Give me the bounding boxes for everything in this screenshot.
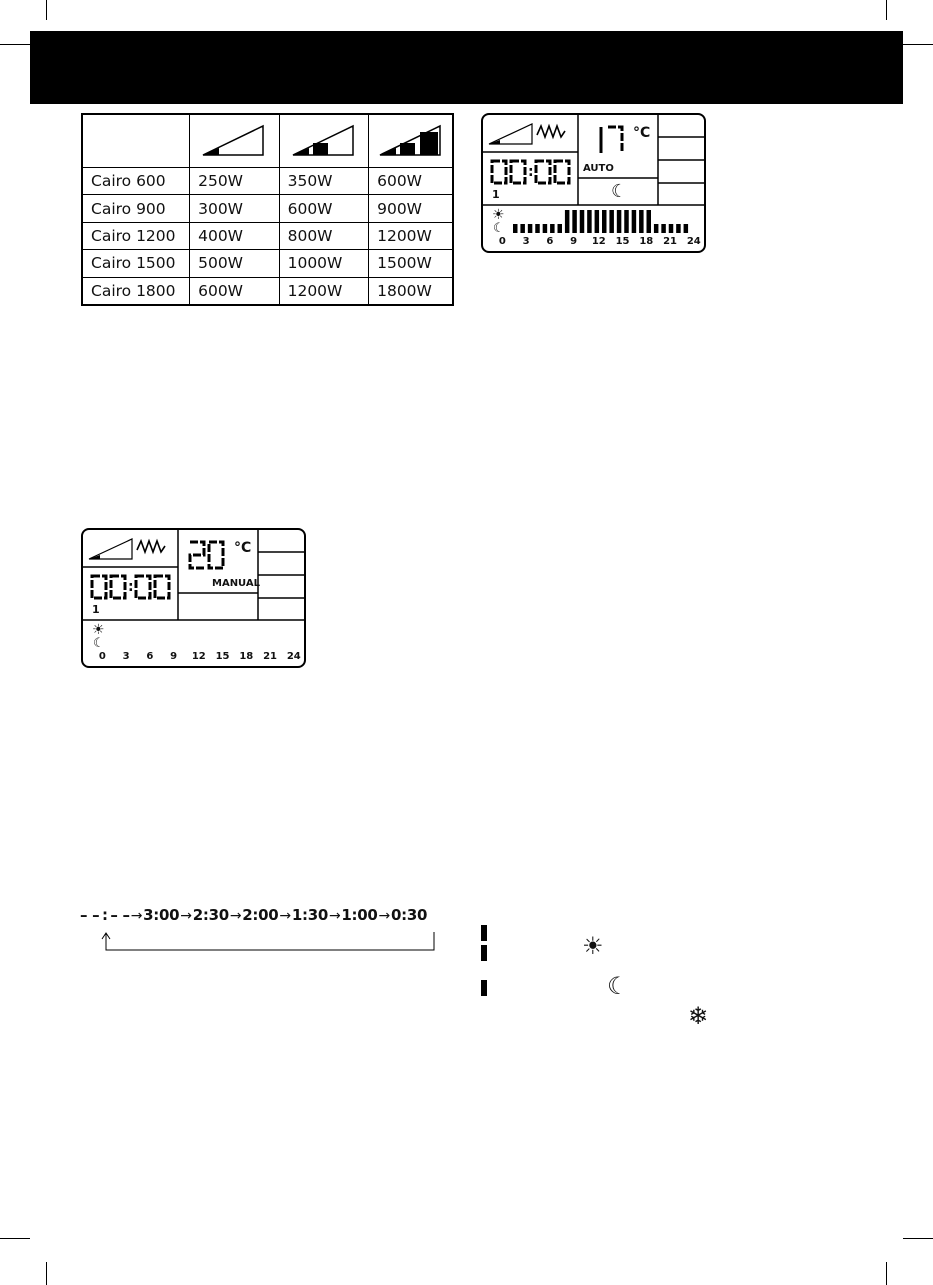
power-cell: 900W (369, 195, 453, 222)
power-table-header (82, 114, 453, 168)
hour-label: 6 (546, 236, 554, 247)
moon-icon: ☾ (493, 221, 505, 236)
day-number: 1 (492, 188, 500, 201)
eco-bar (513, 224, 518, 233)
heating-icon (137, 541, 165, 552)
temperature-unit: °C (234, 540, 252, 556)
crop-mark (886, 0, 887, 20)
clock-colon: : (128, 579, 134, 595)
eco-bar (654, 224, 659, 233)
model-cell: Cairo 1500 (82, 250, 190, 277)
power-cell: 600W (369, 168, 453, 195)
timer-sequence (80, 906, 427, 924)
timer-step: 2:30 (192, 906, 229, 924)
eco-bar (676, 224, 681, 233)
hour-label: 6 (146, 651, 154, 662)
hour-label: 0 (98, 651, 106, 662)
lcd-display-auto (481, 113, 706, 253)
arrow-icon: → (328, 908, 341, 924)
hour-label: 15 (215, 651, 230, 662)
power-cell: 500W (190, 250, 280, 277)
hour-scale (98, 651, 301, 663)
power-cell: 1200W (369, 222, 453, 249)
power-row (82, 168, 453, 195)
power-cell: 1800W (369, 277, 453, 305)
comfort-bar (647, 210, 652, 233)
header-cell (279, 114, 369, 168)
power-level-1-icon (201, 124, 267, 158)
power-cell: 300W (190, 195, 280, 222)
comfort-bar (624, 210, 629, 233)
hour-label: 9 (570, 236, 578, 247)
arrow-icon: → (229, 908, 242, 924)
eco-bar (535, 224, 540, 233)
crop-mark (0, 1238, 30, 1239)
power-cell: 1000W (279, 250, 369, 277)
eco-bar (684, 224, 689, 233)
hour-label: 12 (591, 236, 606, 247)
power-cell: 1500W (369, 250, 453, 277)
eco-bar (669, 224, 674, 233)
header-cell (190, 114, 280, 168)
timer-step: 0:30 (390, 906, 428, 924)
crop-mark (0, 44, 30, 45)
power-cell: 600W (279, 195, 369, 222)
comfort-bar (572, 210, 577, 233)
day-number: 1 (92, 603, 100, 616)
timer-step: 2:00 (242, 906, 279, 924)
power-level-3-icon (378, 124, 444, 158)
mode-label: MANUAL (212, 578, 260, 589)
hour-label: 0 (498, 236, 506, 247)
power-cell: 250W (190, 168, 280, 195)
arrow-icon: → (130, 908, 143, 924)
legend-comfort (481, 925, 487, 961)
power-cell: 1200W (279, 277, 369, 305)
sun-icon: ☀ (492, 207, 505, 223)
power-cell: 400W (190, 222, 280, 249)
power-cell: 350W (279, 168, 369, 195)
eco-bar (661, 224, 666, 233)
model-cell: Cairo 600 (82, 168, 190, 195)
hour-label: 18 (639, 236, 654, 247)
comfort-bar (632, 210, 637, 233)
eco-bar (550, 224, 555, 233)
power-cell: 600W (190, 277, 280, 305)
power-level-2-icon (291, 124, 357, 158)
comfort-bar (617, 210, 622, 233)
header-blank-cell (82, 114, 190, 168)
header-bar (30, 31, 903, 104)
hour-label: 15 (615, 236, 630, 247)
comfort-bar-icon (481, 925, 487, 961)
eco-bar (520, 224, 525, 233)
loop-back-arrow (98, 930, 440, 954)
hour-label: 21 (263, 651, 277, 662)
moon-icon: ☾ (607, 972, 629, 1000)
comfort-bar (565, 210, 570, 233)
timer-step: 1:30 (291, 906, 328, 924)
temperature-unit: °C (633, 125, 651, 141)
timer-step: 1:00 (341, 906, 378, 924)
header-cell (369, 114, 453, 168)
clock-colon: : (528, 164, 534, 180)
timer-step: 3:00 (143, 906, 180, 924)
moon-icon: ☾ (93, 636, 105, 651)
arrow-icon: → (279, 908, 291, 924)
timer-off-dashes: – – : – – (80, 906, 130, 924)
hour-label: 9 (170, 651, 178, 662)
moon-icon: ☾ (611, 181, 628, 202)
hour-label: 24 (286, 651, 301, 662)
comfort-bar (595, 210, 600, 233)
crop-mark (46, 0, 47, 20)
hour-label: 21 (663, 236, 677, 247)
crop-mark (886, 1262, 887, 1285)
model-cell: Cairo 1800 (82, 277, 190, 305)
eco-bar (543, 224, 548, 233)
hour-label: 3 (522, 236, 530, 247)
hour-label: 3 (122, 651, 130, 662)
comfort-bar (639, 210, 644, 233)
snowflake-icon: ❄ (688, 1002, 709, 1030)
lcd-temp-digits (190, 542, 223, 568)
power-table (81, 113, 454, 306)
power-row (82, 222, 453, 249)
eco-bar-icon (481, 980, 487, 996)
model-cell: Cairo 1200 (82, 222, 190, 249)
comfort-bar (587, 210, 592, 233)
hour-scale (498, 236, 701, 248)
lcd-display-manual (81, 528, 306, 668)
power-row (82, 277, 453, 305)
power-level-icon (89, 539, 132, 559)
crop-mark (903, 44, 933, 45)
power-row (82, 250, 453, 277)
hour-label: 12 (191, 651, 206, 662)
power-cell: 800W (279, 222, 369, 249)
eco-bar (528, 224, 533, 233)
comfort-bar (580, 210, 585, 233)
sun-icon: ☀ (92, 622, 105, 638)
mode-label: AUTO (583, 163, 614, 174)
arrow-icon: → (378, 908, 390, 924)
hour-label: 24 (686, 236, 701, 247)
arrow-icon: → (180, 908, 192, 924)
sun-icon: ☀ (582, 932, 604, 960)
crop-mark (46, 1262, 47, 1285)
program-bars (483, 115, 704, 251)
eco-bar (558, 224, 563, 233)
comfort-bar (602, 210, 607, 233)
hour-label: 18 (239, 651, 254, 662)
model-cell: Cairo 900 (82, 195, 190, 222)
crop-mark (903, 1238, 933, 1239)
power-row (82, 195, 453, 222)
comfort-bar (609, 210, 613, 233)
